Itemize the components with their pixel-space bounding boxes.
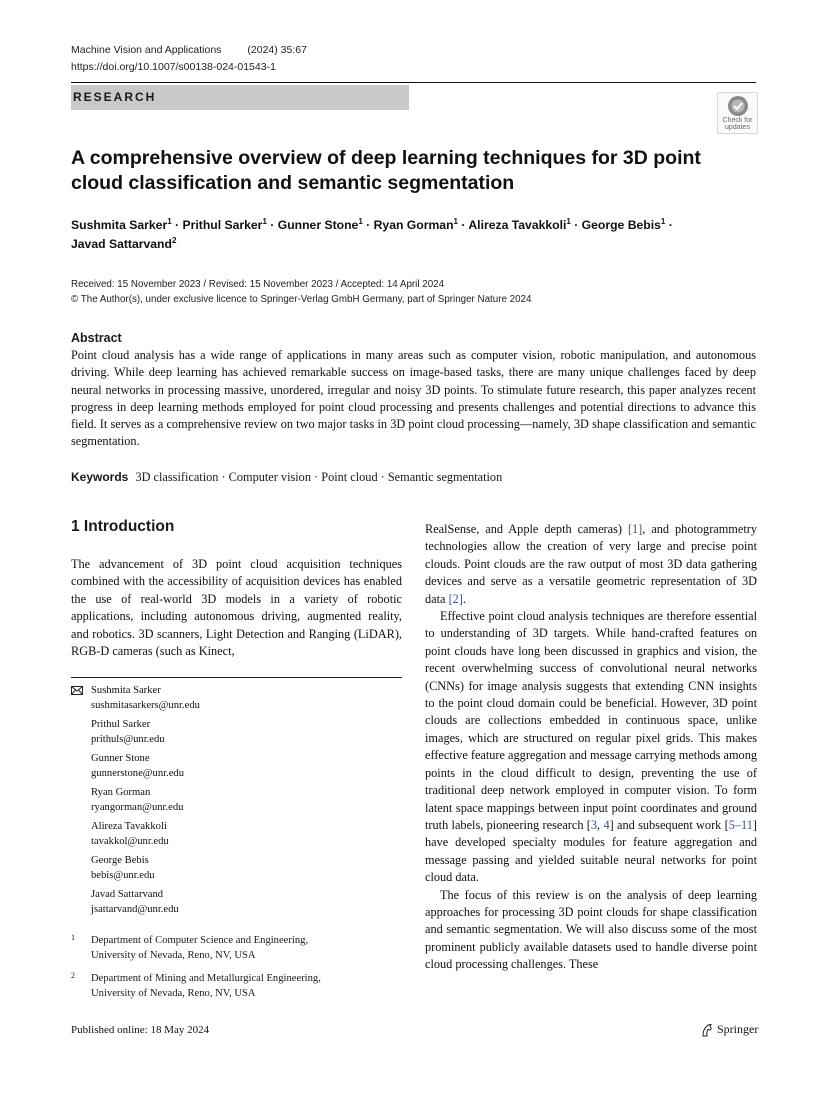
text-span: ] have developed specialty modules for feature aggregation and message passing and yielded suitable neural networks for point cloud data.	[425, 817, 757, 885]
citation-link[interactable]: [1]	[627, 522, 643, 536]
contact-email[interactable]: gunnerstone@unr.edu	[91, 767, 185, 779]
contact-email[interactable]: tavakkol@unr.edu	[91, 835, 169, 847]
contact-entry	[71, 752, 402, 781]
contact-entry	[71, 888, 402, 917]
publisher-logo	[700, 1022, 758, 1037]
contact-name: Sushmita Sarker	[91, 685, 161, 696]
citation-link[interactable]: 4	[603, 817, 610, 832]
contact-entry	[71, 854, 402, 883]
journal-name: Machine Vision and Applications	[71, 44, 222, 56]
footnote-rule	[71, 677, 402, 678]
keywords-label: Keywords	[71, 470, 129, 484]
author-separator: ·	[266, 218, 278, 232]
author-separator: ·	[570, 218, 582, 232]
keywords	[71, 469, 756, 486]
paragraph-1	[425, 521, 757, 608]
journal-line	[71, 44, 333, 56]
contact-name: Javad Sattarvand	[91, 889, 164, 900]
affiliation-line: Department of Computer Science and Engineering,	[91, 935, 309, 946]
affiliation-number: 2	[71, 971, 75, 980]
journal-volume: (2024) 35:67	[247, 44, 307, 56]
author-name[interactable]: George Bebis	[581, 218, 661, 232]
author-affiliation-mark: 1	[358, 216, 363, 226]
citation-link[interactable]: [2]	[448, 591, 463, 606]
affiliation-list	[71, 934, 402, 1010]
contact-entry	[71, 684, 402, 713]
author-separator: ·	[457, 218, 469, 232]
keywords-text: 3D classification · Computer vision · Point cloud · Semantic segmentation	[135, 470, 503, 484]
affiliation-entry	[71, 934, 402, 963]
contact-name: Gunner Stone	[91, 753, 150, 764]
affiliation-line: University of Nevada, Reno, NV, USA	[91, 949, 256, 961]
article-type-bar	[71, 85, 409, 110]
contact-email[interactable]: sushmitasarkers@unr.edu	[91, 699, 200, 711]
springer-horse-icon	[700, 1023, 714, 1037]
affiliation-number: 1	[71, 933, 75, 942]
copyright-line: © The Author(s), under exclusive licence to Springer-Verlag GmbH Germany, part of Springer Nature 2024	[71, 294, 532, 305]
contact-name: Ryan Gorman	[91, 787, 151, 798]
affiliation-line: University of Nevada, Reno, NV, USA	[91, 987, 256, 999]
author-separator: ·	[362, 218, 374, 232]
header-rule	[71, 82, 756, 83]
publisher-name: Springer	[717, 1022, 759, 1036]
mail-icon	[71, 686, 83, 695]
text-span: .	[462, 591, 466, 606]
citation-link[interactable]: 5–11	[728, 817, 753, 832]
left-column	[71, 556, 402, 660]
author-name[interactable]: Ryan Gorman	[373, 218, 454, 232]
author-list	[71, 216, 761, 254]
right-column	[425, 521, 757, 974]
published-date: Published online: 18 May 2024	[71, 1024, 210, 1036]
paragraph-3: The focus of this review is on the analysis of deep learning approaches for processing 3D point clouds for shape classification and semantic segmentation. We will also discuss some of the most prominent publicly available datasets used to handle diverse point cloud processing challenges. These	[425, 887, 757, 972]
received-dates: Received: 15 November 2023 / Revised: 15 November 2023 / Accepted: 14 April 2024	[71, 279, 445, 290]
author-affiliation-mark: 1	[566, 216, 571, 226]
author-affiliation-mark: 1	[262, 216, 267, 226]
text-span: ,	[597, 817, 604, 832]
contact-name: Prithul Sarker	[91, 719, 151, 730]
author-name[interactable]: Gunner Stone	[277, 218, 359, 232]
author-affiliation-mark: 1	[453, 216, 458, 226]
check-for-updates-icon	[727, 95, 749, 117]
text-span: Effective point cloud analysis techniques are therefore essential to understanding of 3D targets. While hand-crafted features on point clouds have long been discussed in graphics and vision, the recent overwhelming success of convolutional neural networks (CNNs) for image analysis suggests that extending CNN insights to the point cloud domain could be beneficial. However, 3D point clouds are collections embedded in continuous space, unlike images, which are structured on regular pixel grids. This makes effective feature aggregation and message carrying methods among points in the cloud difficult to design, preventing the use of traditional deep network employed in computer vision. To form latent space mappings between input point coordinates and ground truth labels, pioneering research [	[425, 609, 757, 832]
author-affiliation-mark: 1	[660, 216, 666, 226]
abstract-text: Point cloud analysis has a wide range of applications in many areas such as computer vision, robotic manipulation, and autonomous driving. While deep learning has achieved remarkable success on image-based tasks, there are many unique challenges faced by deep neural networks in processing massive, unordered, irregular and noisy 3D points. To stimulate future research, this paper analyzes recent progress in deep learning methods employed for point cloud processing and presents challenges and potential directions to advance this field. It serves as a comprehensive review on two major tasks in 3D point cloud processing—namely, 3D shape classification and semantic segmentation.	[71, 348, 756, 449]
contact-name: George Bebis	[91, 855, 149, 866]
author-affiliation-mark: 2	[171, 235, 177, 245]
contact-email[interactable]: ryangorman@unr.edu	[91, 801, 184, 813]
author-name[interactable]: Sushmita Sarker	[71, 218, 168, 232]
contact-email[interactable]: bebis@unr.edu	[91, 869, 155, 881]
text-span: , and photogrammetry technologies allow the creation of very large and precise point clouds. Point clouds are the raw output of most 3D data gathering devices and serve as a versatile geometric representation of 3D data	[425, 522, 757, 606]
section-heading: 1 Introduction	[71, 518, 175, 535]
author-name[interactable]: Alireza Tavakkoli	[468, 218, 567, 232]
badge-line-2: updates	[725, 124, 750, 131]
contact-entry	[71, 820, 402, 849]
text-span: ] and subsequent work [	[609, 817, 729, 832]
abstract-heading: Abstract	[71, 331, 122, 345]
check-for-updates-badge[interactable]	[717, 92, 758, 134]
author-name[interactable]: Prithul Sarker	[182, 218, 263, 232]
contact-entry	[71, 718, 402, 747]
paragraph-2	[425, 608, 757, 887]
article-type-label: RESEARCH	[73, 90, 157, 104]
author-affiliation-mark: 1	[167, 216, 172, 226]
doi-link[interactable]: https://doi.org/10.1007/s00138-024-01543-1	[71, 61, 276, 73]
author-name[interactable]: Javad Sattarvand	[71, 237, 172, 251]
intro-paragraph: The advancement of 3D point cloud acquisition techniques combined with the accessibility of acquisition devices has enabled the use of real-world 3D models in a variety of robotic applications, including autonomous driving, augmented reality, and robotics. 3D scanners, Light Detection and Ranging (LiDAR), RGB-D cameras (such as Kinect,	[71, 557, 402, 659]
affiliation-line: Department of Mining and Metallurgical Engineering,	[91, 973, 321, 984]
paper-title: A comprehensive overview of deep learning techniques for 3D point cloud classification and semantic segmentation	[71, 147, 701, 194]
author-separator: ·	[171, 218, 183, 232]
text-span: RealSense, and Apple depth cameras)	[425, 522, 628, 536]
dates-block	[71, 277, 761, 307]
contact-name: Alireza Tavakkoli	[91, 821, 167, 832]
contact-list	[71, 684, 402, 922]
contact-entry	[71, 786, 402, 815]
badge-line-1: Check for	[722, 117, 753, 124]
contact-email[interactable]: prithuls@unr.edu	[91, 733, 165, 745]
contact-email[interactable]: jsattarvand@unr.edu	[91, 903, 179, 915]
affiliation-entry	[71, 972, 402, 1001]
author-separator: ·	[665, 218, 673, 232]
citation-link[interactable]: 3	[590, 817, 598, 832]
